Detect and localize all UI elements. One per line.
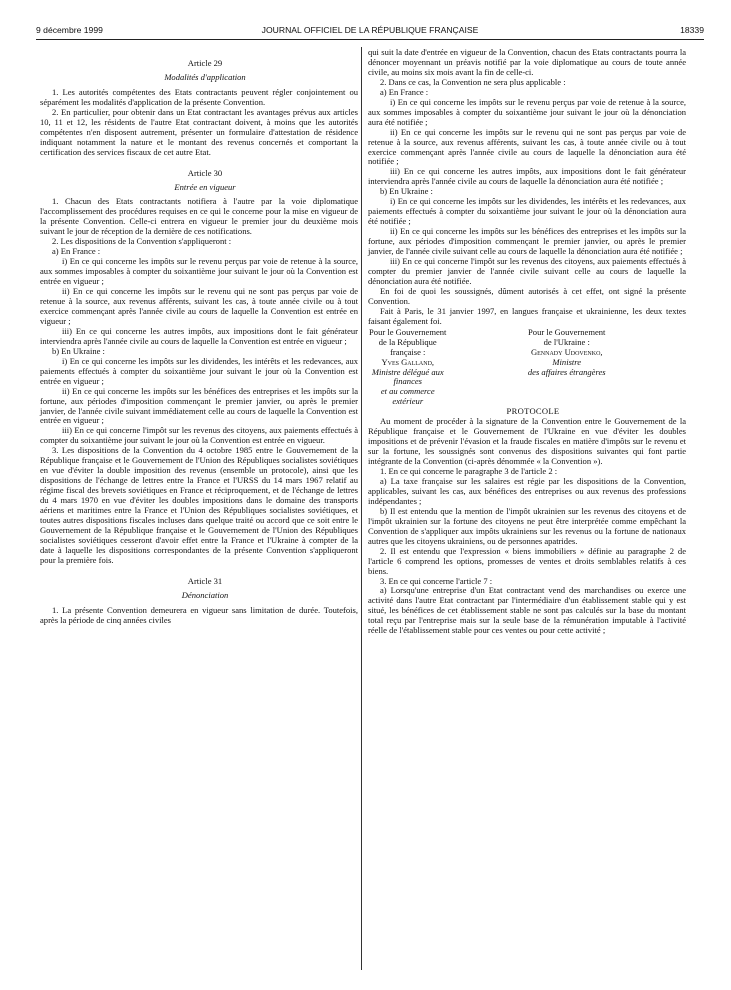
paragraph: 3. En ce qui concerne l'article 7 : bbox=[380, 575, 493, 586]
signatory-title: et au commerce extérieur bbox=[380, 386, 435, 407]
paragraph: ii) En ce qui concerne les impôts sur les bénéfices des entreprises et les impôts sur la fortune, aux périodes d'imposition commençant le premier janvier, ou après le premier janvier, de l'année civile suivant immédiatement celle au cours de laquelle la Convention est entrée en vigueur ; bbox=[40, 385, 358, 426]
signature-france bbox=[368, 328, 527, 408]
article-31-title: Article 31 bbox=[187, 575, 223, 586]
signatory-title: Ministre délégué aux finances bbox=[371, 366, 444, 387]
right-column bbox=[368, 48, 686, 636]
signatory-title: Ministre bbox=[552, 356, 582, 367]
page-header bbox=[36, 25, 704, 39]
paragraph: i) En ce qui concerne les impôts sur les dividendes, les intérêts et les redevances, aux paiements effectués à compter du soixantième jour suivant le jour où la dénonciation aura été notifiée ; bbox=[368, 196, 686, 227]
signature-line: Pour le Gouvernement bbox=[528, 326, 606, 337]
paragraph: iii) En ce qui concerne les autres impôts, aux impositions dont le fait générateur interviendra après l'année civile au cours de laquelle la Convention est entrée en vigueur ; bbox=[40, 325, 358, 346]
paragraph: i) En ce qui concerne les impôts sur le revenu perçus par voie de retenue à la source, aux sommes imposables à compter du soixantième jour suivant le jour où la Convention est entrée en vigueur ; bbox=[40, 256, 358, 287]
signature-line: Pour le Gouvernement bbox=[369, 326, 447, 337]
paragraph: 2. En particulier, pour obtenir dans un Etat contractant les avantages prévus aux articles 10, 11 et 12, les résidents de l'autre Etat contractant doivent, à moins que les autorités compétentes n'en disposent autrement, présenter un formulaire d'attestation de résidence indiquant notamment la nature et le montant des revenus concernés et comportant la certification des services fiscaux de cet autre Etat. bbox=[40, 106, 358, 157]
paragraph: a) Lorsqu'une entreprise d'un Etat contractant vend des marchandises ou exerce une activité dans l'autre Etat contractant par l'intermédiaire d'un établissement stable qui y est situé, les bénéfices de cet établissement stable ne sont pas calculés sur la base du montant total reçu par l'entreprise mais sur la seule base de la rémunération imputable à l'activité réelle de l'établissement stable pour ces ventes ou pour cette activité ; bbox=[368, 585, 686, 636]
paragraph: ii) En ce qui concerne les impôts sur les bénéfices des entreprises et les impôts sur la fortune, aux périodes d'imposition commençant le premier janvier, ou après le premier janvier, de l'année civile suivant celle au cours de laquelle la dénonciation aura été notifiée ; bbox=[368, 226, 686, 257]
protocole-heading: PROTOCOLE bbox=[506, 406, 560, 417]
paragraph: 2. Il est entendu que l'expression « biens immobiliers » définie au paragraphe 2 de l'article 6 comprend les options, promesses de ventes et droits semblables relatifs à ces biens. bbox=[368, 545, 686, 576]
paragraph: Au moment de procéder à la signature de la Convention entre le Gouvernement de la République française et le Gouvernement de l'Ukraine en vue d'éviter les doubles impositions et de prévenir l'évasion et la fraude fiscales en matière d'impôts sur le revenu et sur la fortune, les soussignés sont convenus des dispositions suivantes qui font partie intégrante de la Convention (ci-après dénommée « la Convention »). bbox=[368, 416, 686, 467]
paragraph: 3. Les dispositions de la Convention du 4 octobre 1985 entre le Gouvernement de la République française et le Gouvernement de l'Union des Républiques socialistes soviétiques en vue d'éviter la double imposition des revenus (ensemble un protocole), ainsi que les dispositions de l'échange de lettres entre la France et l'URSS du 14 mars 1967 relatif au régime fiscal des brevets soviétiques en France et réciproquement, et de l'échange de lettres du 4 mars 1970 en vue d'éviter les doubles impositions dans le domaine des transports aériens et maritimes entre la France et l'Union des Républiques socialistes soviétiques, et toutes autres dispositions fiscales incluses dans quelque traité ou accord que ce soit entre le Gouvernement de la République française et le Gouvernement de l'Union des Républiques socialistes soviétiques cesseront d'avoir effet entre la France et l'Ukraine à compter de la date à laquelle les dispositions correspondantes de la présente Convention s'appliqueront pour la première fois. bbox=[40, 445, 358, 565]
column-divider bbox=[361, 47, 362, 970]
signature-block bbox=[368, 328, 686, 408]
signatory-title: des affaires étrangères bbox=[527, 366, 606, 377]
article-29-subtitle: Modalités d'application bbox=[164, 71, 246, 82]
paragraph: En foi de quoi les soussignés, dûment autorisés à cet effet, ont signé la présente Convention. bbox=[368, 285, 686, 306]
paragraph: b) En Ukraine : bbox=[380, 186, 433, 197]
paragraph: i) En ce qui concerne les impôts sur le revenu perçus par voie de retenue à la source, aux sommes imposables à compter du soixantième jour suivant le jour où la dénonciation aura été notifiée ; bbox=[368, 96, 686, 127]
paragraph: iii) En ce qui concerne l'impôt sur les revenus des citoyens, aux paiements effectués à compter du premier janvier de l'année civile suivant celle au cours de laquelle la dénonciation aura été notifiée. bbox=[368, 256, 686, 286]
paragraph: qui suit la date d'entrée en vigueur de la Convention, chacun des Etats contractants pourra la dénoncer moyennant un préavis notifié par la voie diplomatique au cours de toute année civile, au moins six mois avant la fin de celle-ci. bbox=[368, 47, 686, 77]
paragraph: 1. En ce qui concerne le paragraphe 3 de l'article 2 : bbox=[380, 466, 558, 477]
paragraph: 1. La présente Convention demeurera en vigueur sans limitation de durée. Toutefois, après la période de cinq années civiles bbox=[40, 604, 358, 625]
header-rule bbox=[36, 39, 704, 40]
signature-line: de l'Ukraine : bbox=[543, 336, 590, 347]
article-30-subtitle: Entrée en vigueur bbox=[174, 181, 236, 192]
article-31-subtitle: Dénonciation bbox=[181, 589, 229, 600]
paragraph: 2. Les dispositions de la Convention s'appliqueront : bbox=[52, 236, 232, 247]
left-column bbox=[40, 48, 358, 626]
article-29-title: Article 29 bbox=[187, 58, 223, 68]
paragraph: 1. Chacun des Etats contractants notifiera à l'autre par la voie diplomatique l'accomplissement des procédures requises en ce qui le concerne pour la mise en vigueur de la présente Convention. Celle-ci entrera en vigueur le premier jour du deuxième mois suivant le jour de réception de la dernière de ces notifications. bbox=[40, 196, 358, 237]
article-30-title: Article 30 bbox=[187, 167, 223, 178]
paragraph: 2. Dans ce cas, la Convention ne sera plus applicable : bbox=[380, 76, 566, 87]
header-date: 9 décembre 1999 bbox=[36, 25, 103, 35]
signature-line: de la République française : bbox=[378, 336, 437, 357]
paragraph: a) La taxe française sur les salaires est régie par les dispositions de la Convention, applicables, suivant les cas, aux bénéfices des entreprises ou aux revenus des professions indépendantes ; bbox=[368, 475, 686, 506]
signature-ukraine bbox=[527, 328, 686, 408]
paragraph: ii) En ce qui concerne les impôts sur le revenu qui ne sont pas perçus par voie de retenue à la source, aux revenus afférents, suivant les cas, à toute année civile ou à tout exercice commençant après l'année civile au cours de laquelle la Convention est entrée en vigueur ; bbox=[40, 286, 358, 326]
signatory-name: Gennady Udovenko, bbox=[530, 346, 603, 357]
paragraph: iii) En ce qui concerne les autres impôts, aux impositions dont le fait générateur interviendra après l'année civile au cours de laquelle la dénonciation aura été notifiée ; bbox=[368, 166, 686, 187]
paragraph: a) En France : bbox=[52, 246, 101, 257]
paragraph: ii) En ce qui concerne les impôts sur le revenu qui ne sont pas perçus par voie de retenue à la source, aux revenus afférents, suivant les cas, à toute année civile ou à tout exercice commençant après l'année civile au cours de laquelle la dénonciation aura été notifiée ; bbox=[368, 126, 686, 167]
header-page-number: 18339 bbox=[680, 25, 704, 35]
paragraph: iii) En ce qui concerne l'impôt sur les revenus des citoyens, aux paiements effectués à compter du soixantième jour suivant le jour où la Convention est entrée en vigueur. bbox=[40, 425, 358, 446]
header-journal-title: JOURNAL OFFICIEL DE LA RÉPUBLIQUE FRANÇAISE bbox=[261, 25, 479, 35]
paragraph: Fait à Paris, le 31 janvier 1997, en langues française et ukrainienne, les deux textes faisant également foi. bbox=[368, 305, 686, 326]
paragraph: 1. Les autorités compétentes des Etats contractants peuvent régler conjointement ou séparément les modalités d'application de la présente Convention. bbox=[40, 86, 358, 107]
paragraph: i) En ce qui concerne les impôts sur les dividendes, les intérêts et les redevances, aux paiements effectués à compter du soixantième jour suivant le jour où la Convention est entrée en vigueur ; bbox=[40, 355, 358, 386]
paragraph: b) Il est entendu que la mention de l'impôt ukrainien sur les revenus des citoyens et de l'impôt ukrainien sur la fortune des citoyens ne peut être interprétée comme empêchant la Convention de s'appliquer aux impôts ukrainiens sur les revenus ou la fortune de nationaux autres que les citoyens ukrainiens, ou de personnes apatrides. bbox=[368, 505, 686, 546]
signatory-name: Yves Galland, bbox=[381, 356, 435, 367]
paragraph: a) En France : bbox=[380, 86, 429, 97]
paragraph: b) En Ukraine : bbox=[52, 345, 105, 356]
